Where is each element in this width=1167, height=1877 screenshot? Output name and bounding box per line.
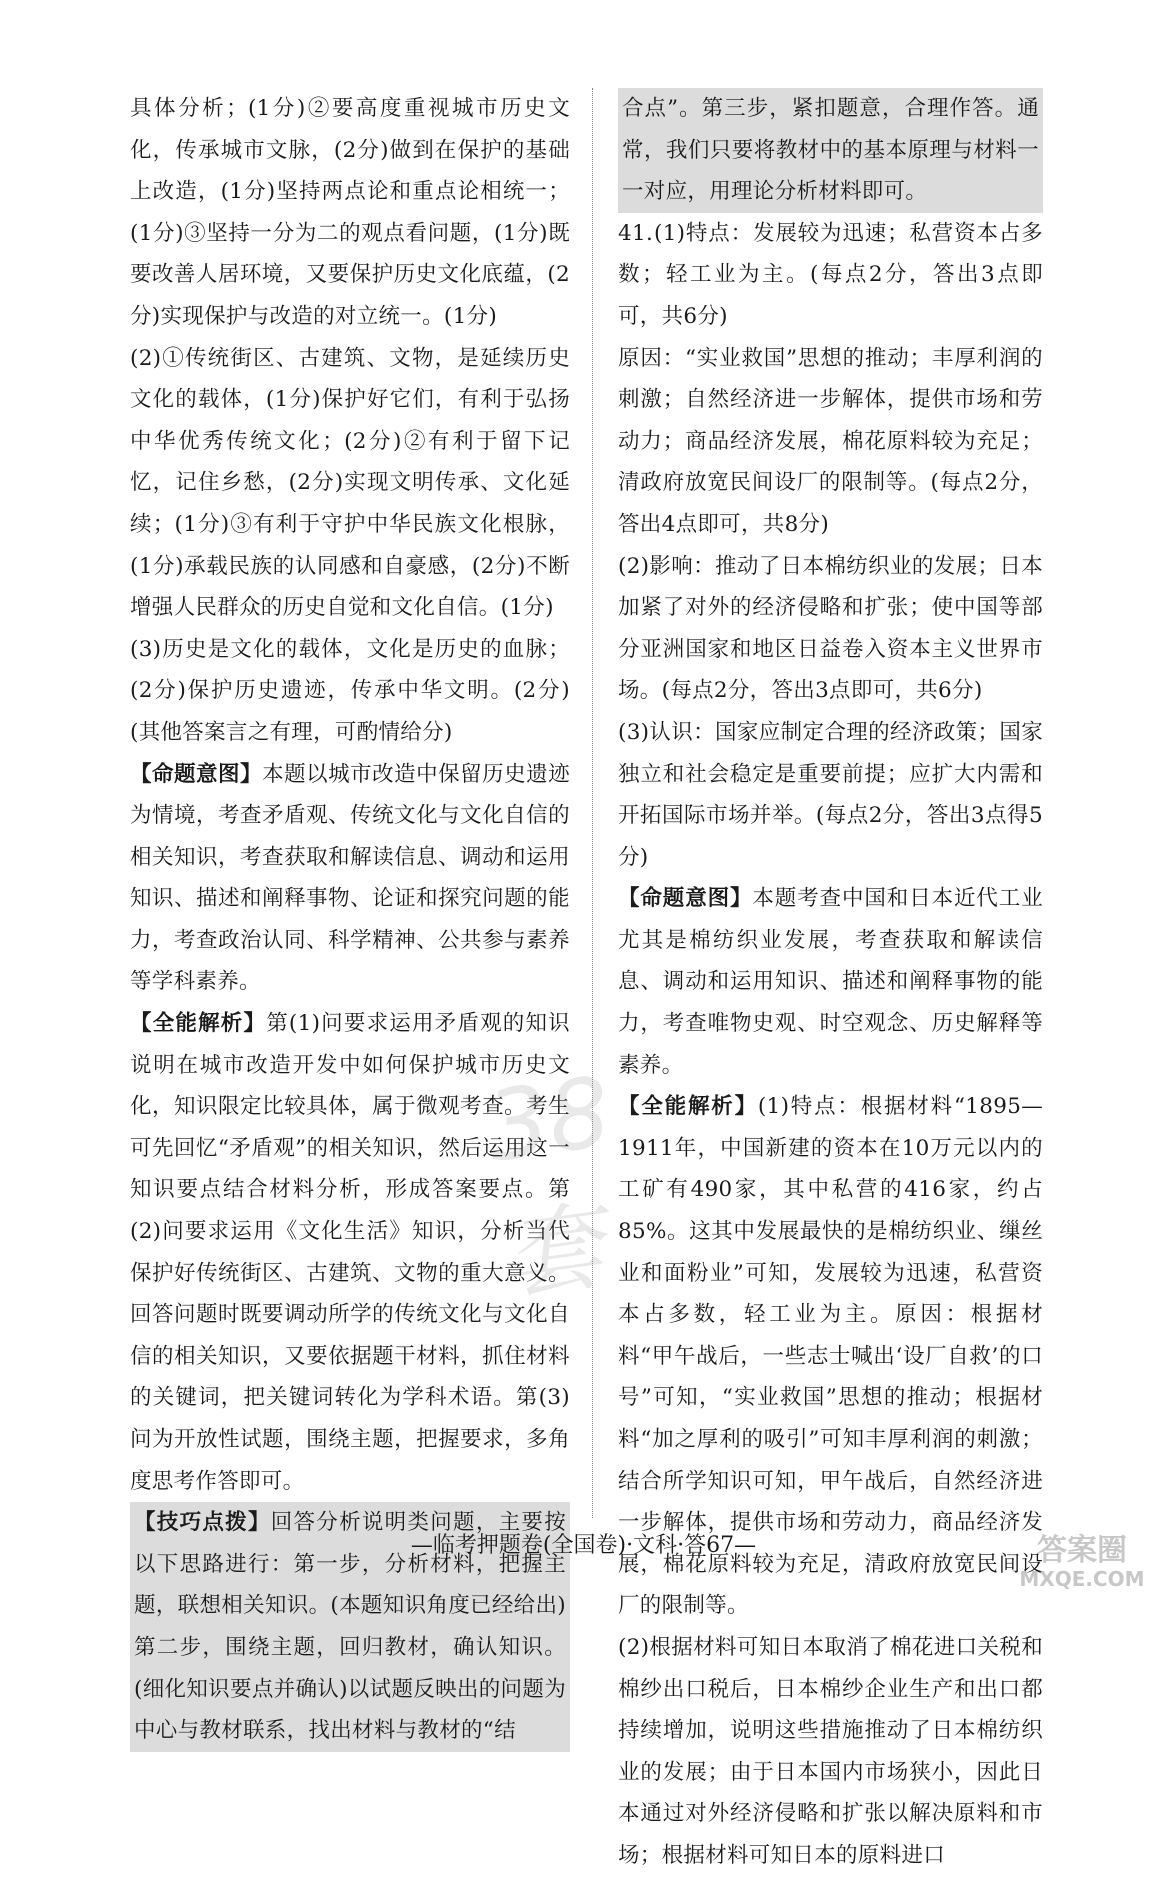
q41-reasons: 原因：“实业救国”思想的推动；丰厚利润的刺激；自然经济进一步解体，提供市场和劳动力；商品经济发展，棉花原料较为充足；清政府放宽民间设厂的限制等。(每点2分，答出4点即可，共8分) (618, 345, 1043, 537)
intent-section (130, 754, 570, 1004)
answer-paragraph-3: (3)历史是文化的载体，文化是历史的血脉；(2分)保护历史遗迹，传承中华文明。(2分)(其他答案言之有理，可酌情给分) (130, 636, 570, 745)
q41-part1 (618, 213, 1043, 338)
page-footer: —临考押题卷(全国卷)·文科·答67— (410, 1533, 757, 1558)
answer-paragraph-1: 具体分析；(1分)②要高度重视城市历史文化，传承城市文脉，(2分)做到在保护的基础上改造，(1分)坚持两点论和重点论相统一；(1分)③坚持一分为二的观点看问题，(1分)既要改善人居环境，又要保护历史文化底蕴，(2分)实现保护与改造的对立统一。(1分) (130, 96, 570, 329)
analysis-paragraph-2: (2)根据材料可知日本取消了棉花进口关税和棉纱出口税后，日本棉纱企业生产和出口都持续增加，说明这些措施推动了日本棉纺织业的发展；由于日本国内市场狭小，因此日本通过对外经济侵略和扩张以解决原料和市场；根据材料可知日本的原料进口 (618, 1634, 1043, 1868)
analysis-tag: 【全能解析】 (130, 1011, 267, 1037)
tip-tag: 【技巧点拨】 (134, 1510, 271, 1536)
site-logo (1007, 1524, 1157, 1592)
intent-section-right (618, 878, 1043, 1086)
question-41 (618, 213, 1043, 879)
q41-part3: (3)认识：国家应制定合理的经济政策；国家独立和社会稳定是重要前提；应扩大内需和开拓国际市场并举。(每点2分，答出3点得5分) (618, 719, 1043, 870)
intent-tag-right: 【命题意图】 (618, 886, 753, 912)
watermark: 38套 (480, 1055, 617, 1315)
q41-part1-text: (1)特点：发展较为迅速；私营资本占多数；轻工业为主。(每点2分，答出3点即可，共6分) (618, 220, 1043, 329)
tip-text: 回答分析说明类问题，主要按以下思路进行：第一步，分析材料，把握主题，联想相关知识。(本题知识角度已经给出)第二步，围绕主题，回归教材，确认知识。(细化知识要点并确认)以试题反映出的问题为中心与教材联系，找出材料与教材的“结 (134, 1510, 566, 1744)
answer-paragraph-2: (2)①传统街区、古建筑、文物，是延续历史文化的载体，(1分)保护好它们，有利于弘扬中华优秀传统文化；(2分)②有利于留下记忆，记住乡愁，(2分)实现文明传承、文化延续；(1分)③有利于守护中华民族文化根脉，(1分)承载民族的认同感和自豪感，(2分)不断增强人民群众的历史自觉和文化自信。(1分) (130, 345, 570, 621)
right-column (618, 88, 1043, 1877)
question-number: 41. (618, 220, 654, 246)
intent-text: 本题以城市改造中保留历史遗迹为情境，考查矛盾观、传统文化与文化自信的相关知识，考查获取和解读信息、调动和运用知识、描述和阐释事物、论证和探究问题的能力，考查政治认同、科学精神、公共参与素养等学科素养。 (130, 761, 570, 995)
intent-tag: 【命题意图】 (130, 761, 263, 787)
intent-text-right: 本题考查中国和日本近代工业尤其是棉纺织业发展，考查获取和解读信息、调动和运用知识、描述和阐释事物的能力，考查唯物史观、时空观念、历史解释等素养。 (618, 886, 1043, 1078)
logo-url: MXQE.COM (1019, 1567, 1145, 1591)
tip-continued: 合点”。第三步，紧扣题意，合理作答。通常，我们只要将教材中的基本原理与材料一一对应，用理论分析材料即可。 (618, 88, 1043, 213)
q41-part2: (2)影响：推动了日本棉纺织业的发展；日本加紧了对外的经济侵略和扩张；使中国等部分亚洲国家和地区日益卷入资本主义世界市场。(每点2分，答出3点即可，共6分) (618, 553, 1043, 704)
analysis-text-right: (1)特点：根据材料“1895—1911年，中国新建的资本在10万元以内的工矿有490家，其中私营的416家，约占85%。这其中发展最快的是棉纺织业、缫丝业和面粉业”可知，发展较为迅速，私营资本占多数，轻工业为主。原因：根据材料“甲午战后，一些志士喊出‘设厂自救’的口号”可知，“实业救国”思想的推动；根据材料“加之厚利的吸引”可知丰厚利润的刺激；结合所学知识可知，甲午战后，自然经济进一步解体，提供市场和劳动力，商品经济发展，棉花原料较为充足，清政府放宽民间设厂的限制等。 (618, 1094, 1043, 1619)
left-column (130, 88, 570, 1752)
logo-text: 答案圈 (1037, 1533, 1127, 1568)
analysis-text: 第(1)问要求运用矛盾观的知识说明在城市改造开发中如何保护城市历史文化，知识限定比较具体，属于微观考查。考生可先回忆“矛盾观”的相关知识，然后运用这一知识要点结合材料分析，形成答案要点。第(2)问要求运用《文化生活》知识，分析当代保护好传统街区、古建筑、文物的重大意义。回答问题时既要调动所学的传统文化与文化自信的相关知识，又要依据题干材料，抓住材料的关键词，把关键词转化为学科术语。第(3)问为开放性试题，围绕主题，把握要求，多角度思考作答即可。 (130, 1011, 570, 1494)
analysis-tag-right: 【全能解析】 (618, 1094, 758, 1120)
